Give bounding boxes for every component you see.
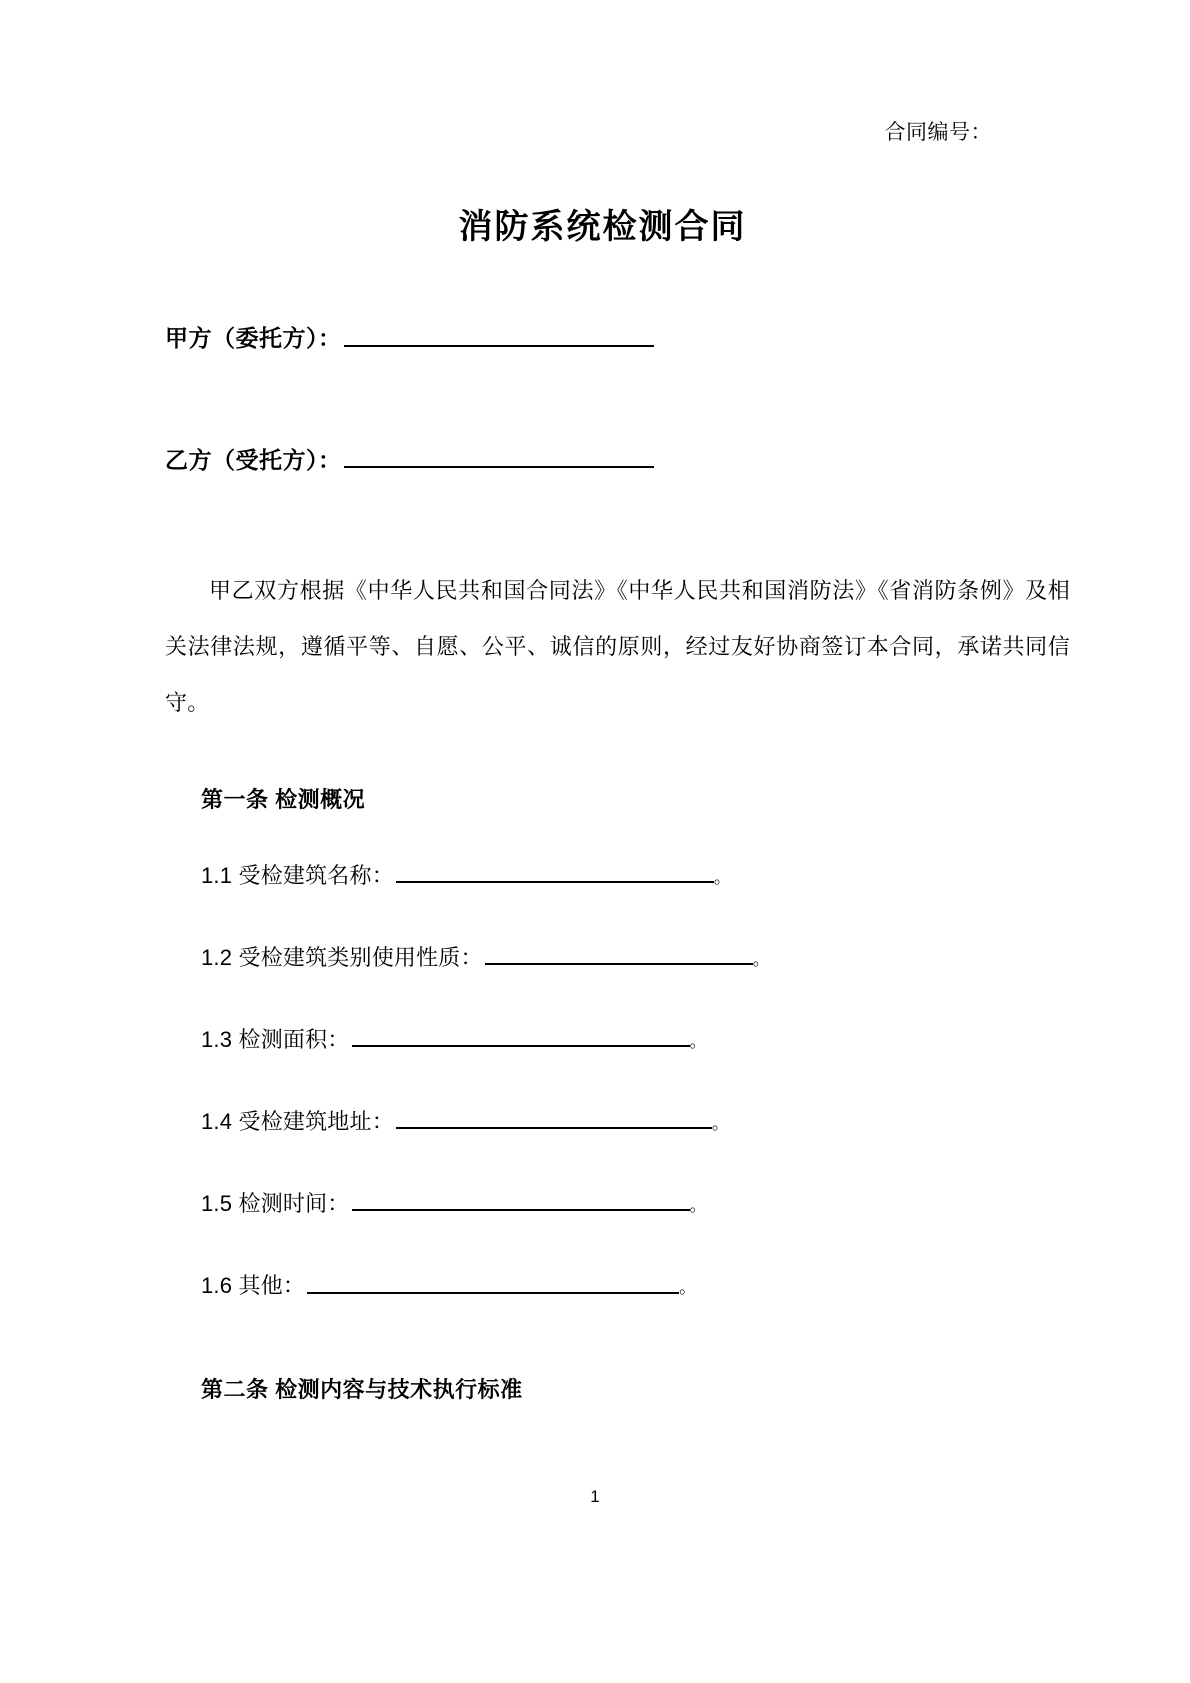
page-number: 1	[590, 1487, 600, 1506]
clause-1-1-number: 1.1	[201, 863, 233, 889]
party-b-label: 乙方（受托方）：	[165, 446, 342, 473]
clause-1-6-label: 其他：	[238, 1273, 306, 1299]
clause-1-6-number: 1.6	[201, 1273, 233, 1299]
clause-1-3-label: 检测面积：	[238, 1027, 350, 1053]
party-b-blank[interactable]	[344, 442, 654, 468]
article-1-heading: 第一条 检测概况	[201, 786, 366, 812]
clause-1-6	[165, 1268, 1070, 1300]
clause-1-5	[165, 1186, 1070, 1218]
clause-1-1-period: 。	[713, 868, 732, 888]
clause-1-5-period: 。	[689, 1196, 707, 1216]
clause-1-1-label: 受检建筑名称：	[238, 863, 394, 889]
clause-1-4-blank[interactable]	[396, 1104, 712, 1129]
clause-1-5-blank[interactable]	[352, 1186, 690, 1211]
clause-1-2-period: 。	[752, 950, 770, 970]
clause-1-1	[165, 858, 1070, 890]
clause-1-5-number: 1.5	[201, 1191, 233, 1217]
clause-1-2	[165, 940, 1070, 972]
article-2-heading: 第二条 检测内容与技术执行标准	[201, 1376, 523, 1402]
clause-1-2-blank[interactable]	[485, 940, 753, 965]
document-title: 消防系统检测合同	[458, 207, 747, 248]
clause-1-4-period: 。	[711, 1114, 730, 1134]
preamble-paragraph: 甲乙双方根据《中华人民共和国合同法》《中华人民共和国消防法》《省消防条例》及相关法律法规，遵循平等、自愿、公平、诚信的原则，经过友好协商签订本合同，承诺共同信守。	[165, 577, 1070, 715]
clause-1-1-blank[interactable]	[396, 858, 714, 883]
party-a-blank[interactable]	[344, 320, 654, 346]
clause-1-6-blank[interactable]	[307, 1268, 679, 1293]
clause-1-3-period: 。	[689, 1032, 707, 1052]
clause-1-4	[165, 1104, 1070, 1136]
party-row-party-b	[165, 442, 1070, 475]
party-row-party-a	[165, 320, 1070, 353]
contract-number-label: 合同编号：	[884, 121, 992, 144]
clause-1-2-label: 受检建筑类别使用性质：	[238, 945, 483, 971]
clause-1-3-blank[interactable]	[352, 1022, 690, 1047]
clause-1-3-number: 1.3	[201, 1027, 233, 1053]
clause-1-2-number: 1.2	[201, 945, 233, 971]
clause-1-3	[165, 1022, 1070, 1054]
party-a-label: 甲方（委托方）：	[165, 325, 342, 352]
clause-1-6-period: 。	[679, 1278, 697, 1298]
clause-1-4-label: 受检建筑地址：	[238, 1109, 394, 1135]
clause-1-5-label: 检测时间：	[238, 1191, 350, 1217]
clause-1-4-number: 1.4	[201, 1109, 233, 1135]
